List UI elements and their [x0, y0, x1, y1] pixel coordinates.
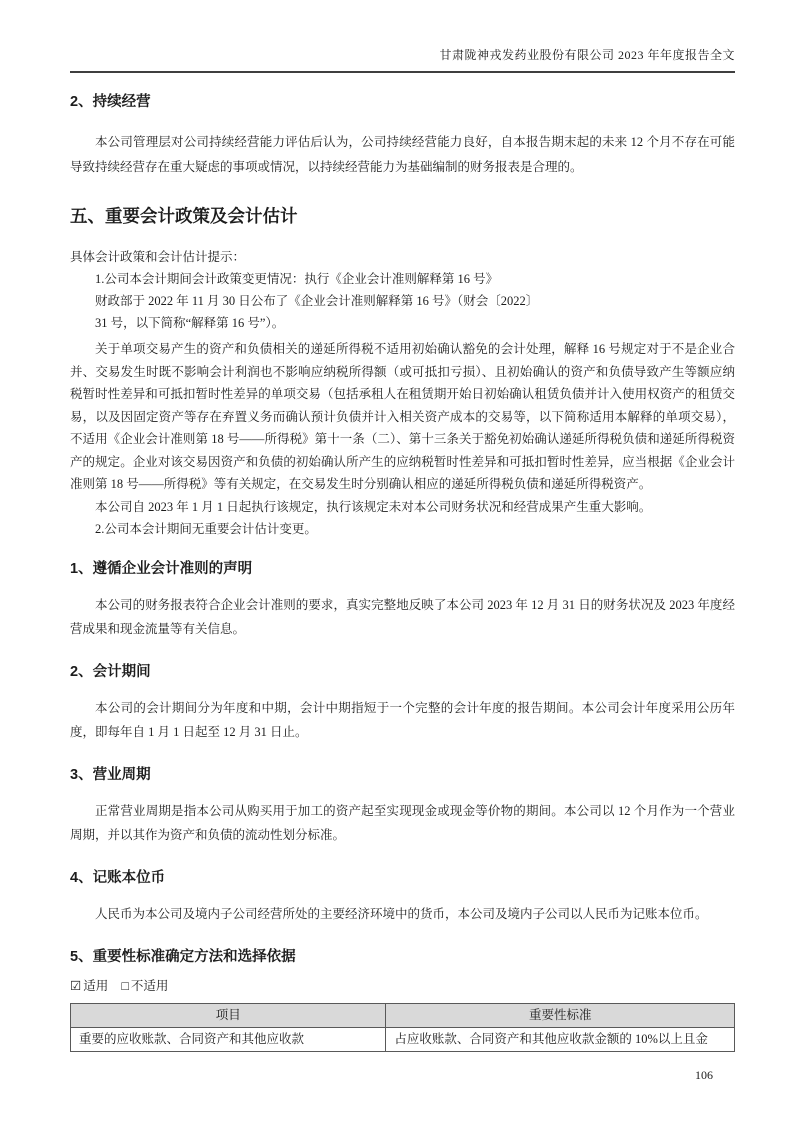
not-applicable-option: [121, 979, 168, 993]
subsection-3-title: 3、营业周期: [70, 766, 151, 783]
policies-line-5: 2.公司本会计期间无重要会计估计变更。: [95, 521, 317, 536]
policies-intro: 具体会计政策和会计估计提示：: [70, 250, 246, 264]
subsection-3-paragraph: 正常营业周期是指本公司从购买用于加工的资产起至实现现金或现金等价物的期间。本公司以 12 个月作为一个营业周期，并以其作为资产和负债的流动性划分标准。: [70, 803, 735, 842]
subsection-1-paragraph: 本公司的财务报表符合企业会计准则的要求，真实完整地反映了本公司 2023 年 12 月 31 日的财务状况及 2023 年度经营成果和现金流量等有关信息。: [70, 597, 735, 636]
policies-long-paragraph: 关于单项交易产生的资产和负债相关的递延所得税不适用初始确认豁免的会计处理，解释 16 号规定对于不是企业合并、交易发生时既不影响会计利润也不影响应纳税所得额（或可抵扣亏损）、且初始确认的资产和负债导致产生等额应纳税暂时性差异和可抵扣暂时性差异的单项交易（包括承租人在租赁期开始日初始确认租赁负债并计入使用权资产的租赁交易，以及因固定资产等存在弃置义务而确认预计负债并计入相关资产成本的交易等，以下简称适用本解释的单项交易），不适用《企业会计准则第 18 号——所得税》第十一条（二）、第十三条关于豁免初始确认递延所得税负债和递延所得税资产的规定。企业对该交易因资产和负债的初始确认所产生的应纳税暂时性差异和可抵扣暂时性差异，应当根据《企业会计准则第 18 号——所得税》等有关规定，在交易发生时分别确认相应的递延所得税负债和递延所得税资产。: [70, 342, 735, 491]
table-header-item: 项目: [71, 1003, 386, 1027]
policies-line-3: 31 号，以下简称“解释第 16 号”）。: [95, 316, 285, 330]
policies-line-2: 财政部于 2022 年 11 月 30 日公布了《企业会计准则解释第 16 号》（财会〔2022〕: [95, 294, 539, 308]
table-header-row: [71, 1003, 735, 1027]
page-number: 106: [695, 1067, 713, 1082]
materiality-table: [70, 1003, 735, 1052]
unchecked-checkbox-icon: □: [121, 978, 129, 993]
table-row: [71, 1027, 735, 1051]
subsection-2-paragraph: 本公司的会计期间分为年度和中期，会计中期指短于一个完整的会计年度的报告期间。本公司会计年度采用公历年度，即每年自 1 月 1 日起至 12 月 31 日止。: [70, 700, 735, 739]
checked-checkbox-icon: ☑: [70, 978, 82, 993]
going-concern-paragraph: 本公司管理层对公司持续经营能力评估后认为，公司持续经营能力良好，自本报告期末起的未来 12 个月不存在可能导致持续经营存在重大疑虑的事项或情况，以持续经营能力为基础编制的财务报表是合理的。: [70, 135, 735, 174]
subsection-4-title: 4、记账本位币: [70, 869, 166, 886]
applicable-label: 适用: [83, 978, 109, 993]
subsection-2-title: 2、会计期间: [70, 663, 151, 680]
running-header: 甘肃陇神戎发药业股份有限公司 2023 年年度报告全文: [70, 48, 735, 73]
policies-line-1: 1.公司本会计期间会计政策变更情况：执行《企业会计准则解释第 16 号》: [95, 272, 499, 286]
subsection-1-title: 1、遵循企业会计准则的声明: [70, 560, 253, 577]
subsection-5-title: 5、重要性标准确定方法和选择依据: [70, 948, 296, 965]
section-policies-title: 五、重要会计政策及会计估计: [70, 206, 298, 226]
applicable-option: [70, 979, 111, 993]
section-going-concern-title: 2、持续经营: [70, 94, 151, 110]
table-header-standard: 重要性标准: [386, 1003, 735, 1027]
not-applicable-label: 不适用: [130, 978, 169, 993]
table-cell-item: 重要的应收账款、合同资产和其他应收款: [71, 1027, 386, 1051]
table-cell-standard: 占应收账款、合同资产和其他应收款金额的 10%以上且金: [386, 1027, 735, 1051]
subsection-4-paragraph: 人民币为本公司及境内子公司经营所处的主要经济环境中的货币，本公司及境内子公司以人民币为记账本位币。: [95, 906, 708, 921]
applicability-row: [70, 977, 735, 995]
policies-line-4: 本公司自 2023 年 1 月 1 日起执行该规定，执行该规定未对本公司财务状况和经营成果产生重大影响。: [95, 499, 652, 514]
